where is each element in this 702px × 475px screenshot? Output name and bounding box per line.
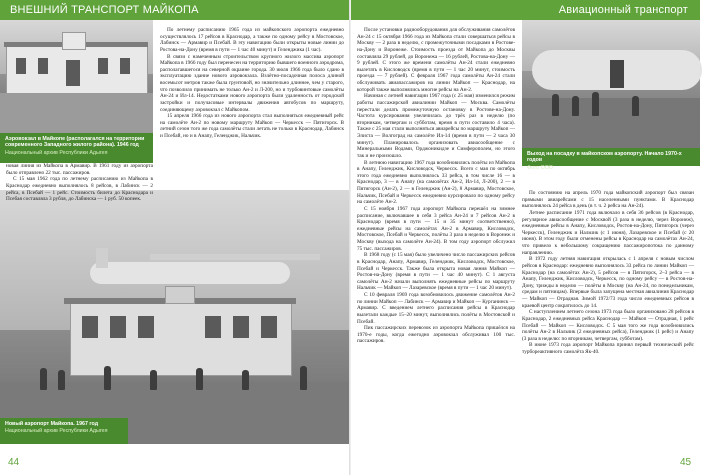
aircraft-wing xyxy=(150,254,320,260)
paragraph: Летнее расписание 1971 года включало в себя 36 рейсов (в Краснодар, регулярное авиасообщение с Москвой (3 раза в неделю, через Воронеж), ежедневные рейсы в Анапу, Кисловодск, Ростов-на-Дону, Пятигорск (через Черкесск), Геленджик и Нальчик (с 1 июня), Лазаревское и Псебай (с 20 июня). В этом году были отменены рейсы в Краснодар на самолётах Ан-24, что привело к небольшому сокращению пассажиропотока по данному направлению. xyxy=(522,209,694,256)
boarding-ground xyxy=(522,98,700,148)
person xyxy=(104,366,111,390)
apron-caption-text: Новый аэропорт Майкопа. 1967 год xyxy=(5,421,99,427)
terminal-photo-caption xyxy=(0,133,153,163)
apron-photo-caption xyxy=(0,418,128,444)
terminal-door xyxy=(66,60,80,86)
paragraph: В летнюю навигацию 1967 года возобновились полёты из Майкопа в Анапу, Геленджик, Кисловодск, Черкесск. Всего с мая по октябрь этого года ежедневно выполнялось 33 рейса, в том числе 16 — в Краснодар, 3 — в Анапу (на самолётах Ан-2, Ил-14, Л-200), 2 — в Пятигорск (Ан-2), 2 — в Геленджик (Ан-2), 8 Армавир, Мостовское, Нальчик, Псебай и Черкесск ежедневно курсировало по одному рейсу на самолёте Ан-2. xyxy=(357,159,515,206)
boarding-photo xyxy=(522,20,700,148)
terminal-photo xyxy=(0,20,153,133)
paragraph: После установки радиооборудования для обслуживания самолётов Ан-24 с 15 октября 1966 года из Майкопа стали совершаться рейсы в Москву — 2 раза в неделю, с промежуточными посадками в Ростове-на-Дону и Воронеже. Стоимость проезда от Майкопа до Москвы составляла 29 рублей, до Воронежа — 16 рублей, Ростова-на-Дону — 9 рублей. С этого же времени самолёты Ан-24 стали ежедневно вылетать в Кисловодск (время в пути — 1 час 20 минут, стоимость проезда — 7 рублей). С февраля 1967 года самолёты Ан-24 стали обслуживать авиапассажиров на линии Майкоп — Краснодар, на которой также выполнялись многие рейсы на Ан-2. xyxy=(357,27,515,93)
terminal-window xyxy=(261,316,277,338)
right-text-column xyxy=(522,190,694,455)
terminal-window xyxy=(120,58,130,74)
spine xyxy=(349,0,351,475)
terminal-window xyxy=(110,316,126,338)
terminal-window xyxy=(38,58,48,74)
person xyxy=(150,370,157,390)
terminal-window xyxy=(233,316,249,338)
paragraph: 15 апреля 1966 года из нового аэропорта стал выполняться ежедневный рейс на самолёте Ан-2 по новому маршруту Майкоп — Черкесск — Пятигорск. В летний сезон того же года самолёты стали летать не только в Краснодар, Лабинск и Псебай, но и в Анапу, Геленджик, Нальчик. xyxy=(160,113,344,139)
person xyxy=(242,370,249,390)
boarding-photo-caption xyxy=(522,148,700,171)
new-terminal-building xyxy=(70,302,292,376)
left-page-number: 44 xyxy=(8,457,20,468)
paragraph: По состоянию на апрель 1970 года майкопский аэропорт был связан прямыми авиарейсами с 15 населенными пунктами. В Краснодар выполнялось 24 рейса в день (в т. ч. 2 рейса на Ан-24). xyxy=(522,190,694,210)
boarding-caption-source: Фото ООО xyxy=(527,164,554,171)
paragraph: По летнему расписанию 1965 года из майкопского аэропорта ежедневно осуществлялось 17 рейсов в Краснодар, а также по одному рейсу в Мостовское, Лабинск — Армавир и Псебай. В эту навигацию были открыты новые линии до Ростова-на-Дону (время в пути — 1 час 40 минут) и Геленджика (1 час). xyxy=(160,27,344,53)
terminal-caption-text: Аэровокзал в Майкопе (располагался на территории современного Западного жилого района). 1946 год xyxy=(5,136,145,149)
control-tower xyxy=(165,286,195,304)
terminal-window xyxy=(16,58,26,74)
person xyxy=(592,92,599,116)
paragraph: В 1968 году (с 15 мая) было увеличено число пассажирских рейсов в Краснодар, Анапу, Армавир, Геленджик, Кисловодск, Мостовское, Псебай и Черкесск. Также была открыта новая линия Майкоп — Ростов-на-Дону (время в пути — 1 час 40 минут). С 1 августа самолёты Ан-2 начали выполнять ежедневные рейсы по маршруту Нальчик — Майкоп — Лазаревское (время в пути — 1 час 20 минут). xyxy=(357,252,515,292)
paragraph: Начиная с летней навигации 1967 года (с 25 мая) изменился режим работы пассажирской авиалинии Майкоп — Москва. Самолёты перестали делать промежуточную остановку в Ростове-на-Дону. Частота курсирования увеличилась до трёх раз в неделю (по вторникам, четвергам и субботам, время в пути составило 4 часа). Также с 25 мая стали выполняться авиарейсы по маршруту Майкоп — Элиста — Волгоград на самолёте Ил-14 (время в пути — 2 часа 30 минут). Планировалось организовать авиасообщение с Минеральными Водами, Орджоникидзе и Симферополем, но этого так и не произошло. xyxy=(357,93,515,159)
paragraph: Пик пассажирских перевозок из аэропорта Майкопа пришёлся на 1970-е годы, когда ежегодно аэровокзал обслуживал 100 тыс. пассажиров. xyxy=(357,325,515,345)
person xyxy=(552,94,559,116)
boarding-caption-text: Выход на посадку в майкопском аэропорту. Начало 1970-х годов xyxy=(527,151,682,164)
paragraph: В июне 1973 года аэропорт Майкопа принял первый технический рейс турбореактивного самолёта Як-40. xyxy=(522,342,694,355)
paragraph: С 10 февраля 1969 года возобновилось движение самолётов Ан-2 по линии Майкоп — Лабинск — Армавир и Майкоп — Курганинск — Армавир. С введением летнего расписания рейсы в Краснодар вылетали каждые 15–20 минут, выполнялись полёты в Мостовской и Псебай. xyxy=(357,292,515,325)
paragraph: С наступлением летнего сезона 1973 года было организовано 28 рейсов в Краснодар, 2 ежедневных рейса Краснодар — Майкоп — Отрадная, 1 рейс Псебай — Майкоп — Кисловодск. С 5 мая того же года возобновились полёты Ан-2 в Нальчик (2 ежедневных рейса), Геленджик (1 рейс) и Анапу (3 раза в неделю: по вторникам, четвергам, субботам). xyxy=(522,309,694,342)
left-text-column-a xyxy=(6,163,153,203)
left-running-header: ВНЕШНИЙ ТРАНСПОРТ МАЙКОПА xyxy=(0,0,349,20)
terminal-ground xyxy=(0,93,153,133)
paragraph: В 1972 году летняя навигация открылась с 1 апреля с новым числом рейсов в Краснодар: ежедневно выполнялось 33 рейса по линии Майкоп — Краснодар (на самолётах Ан-2), 5 рейсов — в Пятигорск, 2–3 рейса — в Анапу, Геленджик, Кисловодск, Черкесск, по одному рейсу — в Ростов-на-Дону, трижды в неделю — полёты в Москву (на Ан-24, по понедельникам, средам и пятницам). Впервые была запущена местная авиалиния Краснодар — Майкоп — Отрадная. Зимой 1972/73 года число ежедневных рейсов в краевой центр сократилось до 14. xyxy=(522,256,694,309)
person xyxy=(300,366,307,390)
person xyxy=(58,370,65,390)
paragraph: С 15 ноября 1967 года аэропорт Майкопа перешёл на зимнее расписание, включавшее в себя 3 рейса Ан-24 и 7 рейсов Ан-2 в Краснодар (время в пути — 15 и 35 минут соответственно), ежедневные рейсы на самолётах Ан-2 в Армавир, Кисловодск, Мостовское, Псебай и Черкесск, полёты 3 раза в неделю в Воронеж и Москву (выхода на самолёте Ан-24). В том году аэропорт обслужил 75 тыс. пассажиров. xyxy=(357,205,515,252)
middle-text-column xyxy=(357,27,515,455)
person xyxy=(572,96,579,116)
paragraph: В связи с намеченным строительством крупного жилого массива аэропорт Майкопа в 1966 году был перенесен на территорию бывшего военного аэродрома, располагавшегося на северной окраине города. 30 июля 1966 года было сдано в эксплуатацию здание нового аэровокзала. Взлётно-посадочная полоса длиной восемьсот метров также была грунтовой, но значительно длиннее, чем у старого, что позволило принимать не только Ан-2 и Л-200, но и турбовинтовые самолёты Ан-24 и Ил-14. Недостатками нового аэропорта были удаленность от городской застройки и получасовые интервалы движения автобусов по маршруту, соединяющему аэровокзал с Майкопом. xyxy=(160,53,344,113)
paragraph: новая линия из Майкопа в Армавир. В 1961 году из аэропорта было отправлено 22 тыс. пассажиров. xyxy=(6,163,153,176)
apron-caption-source: Национальный архив Республики Адыгея xyxy=(5,428,108,435)
aircraft-tail xyxy=(96,248,108,268)
right-page-number: 45 xyxy=(680,457,692,468)
aircraft-fuselage xyxy=(90,262,290,284)
terminal-window xyxy=(138,316,154,338)
terminal-window xyxy=(205,316,221,338)
person xyxy=(40,368,47,390)
terminal-window xyxy=(98,58,108,74)
terminal-caption-source: Национальный архив Республики Адыгея xyxy=(5,149,108,156)
terminal-tower xyxy=(62,32,86,50)
paragraph: С 15 мая 1962 года по летнему расписанию из Майкопа в Краснодар ежедневно выполнялось 8 рейсов, в Лабинск — 2 рейса, в Псебай — 1 рейс. Стоимость билета до Краснодара и Псебая составляла 3 рубля, до Лабинска — 1 руб. 50 копеек. xyxy=(6,176,153,203)
right-running-header: Авиационный транспорт xyxy=(351,0,700,20)
apron-photo xyxy=(0,190,349,444)
person xyxy=(196,368,203,390)
aircraft-door xyxy=(610,60,624,88)
person xyxy=(632,96,639,116)
terminal-window xyxy=(82,316,98,338)
left-text-column-b xyxy=(160,27,344,189)
